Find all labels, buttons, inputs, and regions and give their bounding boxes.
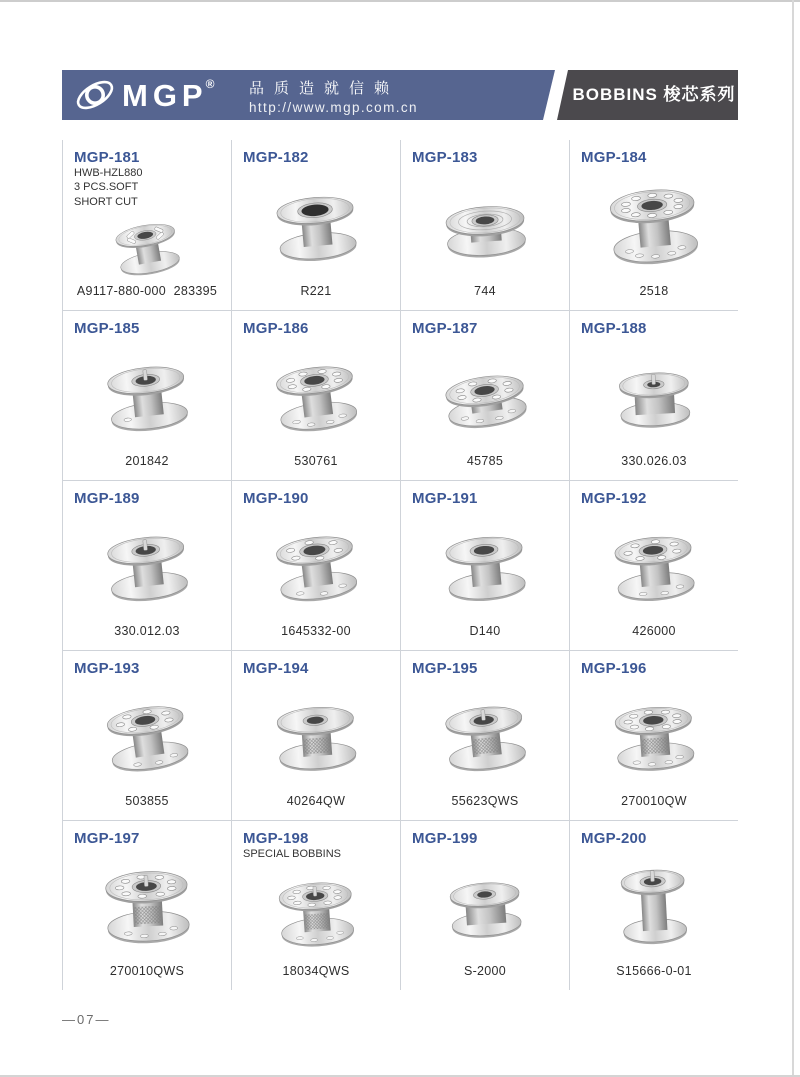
product-cell (231, 650, 400, 820)
page-number: —07— (62, 1012, 111, 1027)
bobbin-image (401, 337, 569, 454)
product-code: 503855 (125, 794, 169, 808)
product-cell (400, 140, 569, 310)
bobbin-image (232, 507, 400, 624)
header-slogan: 品质造就信赖 (249, 80, 400, 97)
product-code: 1645332-00 (281, 624, 351, 638)
product-code: 330.026.03 (621, 454, 687, 468)
product-code: 2518 (639, 284, 669, 298)
product-cell (569, 310, 738, 480)
product-cell (569, 480, 738, 650)
page-edge-top (0, 0, 800, 2)
orbit-atom-icon (72, 75, 118, 115)
bobbin-image (232, 337, 400, 454)
product-code: 201842 (125, 454, 169, 468)
bobbin-image (232, 166, 400, 284)
bobbin-image (63, 677, 231, 794)
product-note: HWB-HZL880 (74, 167, 143, 179)
product-code: D140 (469, 624, 501, 638)
product-cell (62, 140, 231, 310)
product-code: 270010QW (621, 794, 687, 808)
product-cell (400, 480, 569, 650)
product-code: 530761 (294, 454, 338, 468)
bobbin-image (232, 861, 400, 964)
product-model: MGP-185 (74, 320, 140, 337)
product-cell (231, 480, 400, 650)
product-model: MGP-200 (581, 830, 647, 847)
header-url: http://www.mgp.com.cn (249, 100, 418, 115)
product-code: 270010QWS (109, 964, 185, 978)
product-cell (569, 650, 738, 820)
product-model: MGP-183 (412, 149, 478, 166)
registered-mark-icon: ® (205, 77, 215, 91)
product-code: 744 (474, 284, 496, 298)
product-cell (231, 820, 400, 990)
product-model: MGP-188 (581, 320, 647, 337)
product-model: MGP-182 (243, 149, 309, 166)
product-code: 40264QW (286, 794, 346, 808)
product-code: S-2000 (463, 964, 507, 978)
product-model: MGP-186 (243, 320, 309, 337)
product-model: MGP-191 (412, 490, 478, 507)
header-text-block (249, 77, 418, 115)
product-model: MGP-190 (243, 490, 309, 507)
bobbin-image (401, 166, 569, 284)
product-cell (569, 820, 738, 990)
series-title: BOBBINS 梭芯系列 (572, 85, 736, 104)
product-model: MGP-198 (243, 830, 309, 847)
product-cell (62, 820, 231, 990)
bobbin-image (401, 507, 569, 624)
bobbin-image (63, 507, 231, 624)
product-cell (62, 480, 231, 650)
bobbin-image (570, 507, 738, 624)
product-code: 426000 (632, 624, 676, 638)
product-model: MGP-199 (412, 830, 478, 847)
product-model: MGP-193 (74, 660, 140, 677)
product-code: A9117-880-000 283395 (76, 284, 218, 298)
product-cell (569, 140, 738, 310)
product-code: 330.012.03 (114, 624, 180, 638)
product-cell (231, 140, 400, 310)
product-code: R221 (300, 284, 332, 298)
bobbin-image (570, 166, 738, 284)
product-cell (62, 310, 231, 480)
bobbin-image (570, 847, 738, 964)
product-cell (231, 310, 400, 480)
product-note: 3 PCS.SOFT (74, 181, 139, 194)
product-model: MGP-196 (581, 660, 647, 677)
product-model: MGP-184 (581, 149, 647, 166)
product-code: 45785 (466, 454, 504, 468)
product-cell (400, 820, 569, 990)
bobbin-image (401, 847, 569, 964)
bobbin-image (401, 677, 569, 794)
product-note: SPECIAL BOBBINS (243, 848, 342, 860)
product-code: S15666-0-01 (616, 964, 692, 978)
bobbin-image (63, 847, 231, 964)
product-model: MGP-192 (581, 490, 647, 507)
bobbin-image (232, 677, 400, 794)
product-model: MGP-181 (74, 149, 140, 166)
product-model: MGP-195 (412, 660, 478, 677)
bobbin-image (63, 209, 231, 284)
product-cell (62, 650, 231, 820)
product-grid (62, 140, 738, 990)
product-cell (400, 650, 569, 820)
product-model: MGP-194 (243, 660, 309, 677)
product-code: 18034QWS (282, 964, 350, 978)
product-model: MGP-189 (74, 490, 140, 507)
logo-text: MGP (122, 77, 208, 113)
page-edge-right (792, 0, 794, 1077)
header (62, 70, 738, 120)
bobbin-image (570, 677, 738, 794)
product-code: 55623QWS (451, 794, 519, 808)
bobbin-image (570, 337, 738, 454)
bobbin-image (63, 337, 231, 454)
mgp-logo (72, 70, 216, 120)
product-model: MGP-187 (412, 320, 478, 337)
product-model: MGP-197 (74, 830, 140, 847)
product-note: SHORT CUT (74, 195, 138, 208)
product-cell (400, 310, 569, 480)
